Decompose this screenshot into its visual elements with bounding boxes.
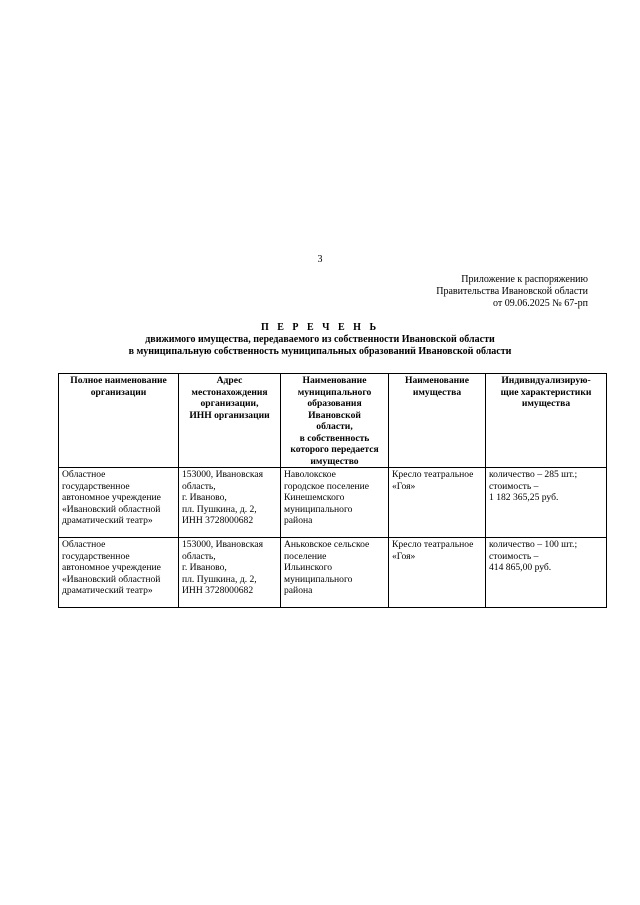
title-line-2: в муниципальную собственность муниципальных образований Ивановской области [128, 346, 512, 357]
property-table [58, 373, 607, 608]
cell-line: муниципального [297, 386, 372, 398]
cell-line: Адрес [216, 375, 243, 386]
cell-line: имущества [521, 398, 571, 409]
cell-line: Кресло театральное [392, 539, 474, 550]
table-body [59, 468, 607, 608]
cell-line: имущество [310, 455, 359, 467]
cell-line: «Ивановский областной [62, 573, 161, 585]
cell-line: Областное [62, 469, 106, 480]
cell-line: имущества [412, 386, 462, 398]
table-row [59, 538, 607, 608]
cell-line: 1 182 365,25 руб. [489, 492, 559, 503]
appendix-line: Правительства Ивановской области [436, 286, 588, 297]
cell-line: 153000, Ивановская [182, 539, 264, 550]
cell-line: стоимость – [489, 480, 539, 492]
cell-address [179, 468, 281, 538]
cell-line: поселение [284, 550, 327, 562]
cell-line: местонахождения [191, 386, 268, 398]
cell-line: ИНН 3728000682 [182, 585, 254, 596]
cell-line: Полное наименование [70, 375, 167, 386]
cell-line: количество – 100 шт.; [489, 539, 578, 550]
title-heading: П Е Р Е Ч Е Н Ь [260, 322, 380, 333]
cell-line: Наименование [405, 375, 469, 386]
title-line-1: движимого имущества, передаваемого из собственности Ивановской области [145, 334, 495, 345]
cell-line: Наименование [302, 375, 367, 386]
table-header [59, 374, 607, 468]
page-number: 3 [317, 254, 323, 265]
cell-municipality [281, 538, 389, 608]
cell-line: драматический театр» [62, 585, 153, 596]
cell-characteristics [486, 538, 607, 608]
cell-line: пл. Пушкина, д. 2, [182, 573, 257, 585]
cell-line: 414 865,00 руб. [489, 562, 552, 573]
cell-line: Кресло театральное [392, 469, 474, 480]
cell-address [179, 538, 281, 608]
cell-line: 153000, Ивановская [182, 469, 264, 480]
header-address [179, 374, 281, 468]
cell-line: государственное [62, 550, 130, 562]
cell-line: Аньковское сельское [284, 539, 370, 550]
cell-line: которого передается [290, 444, 379, 455]
cell-line: «Гоя» [392, 550, 416, 562]
cell-line: в собственность [299, 432, 370, 444]
cell-line: района [284, 585, 313, 596]
cell-line: щие характеристики [500, 386, 592, 398]
cell-line: образования [307, 398, 362, 409]
cell-line: автономное учреждение [62, 562, 161, 573]
header-municipality [281, 374, 389, 468]
header-row [59, 374, 607, 468]
document-title [0, 322, 640, 358]
cell-property [389, 468, 486, 538]
cell-line: «Гоя» [392, 480, 416, 492]
cell-line: область, [182, 480, 216, 492]
cell-line: количество – 285 шт.; [489, 469, 578, 480]
cell-line: района [284, 515, 313, 526]
cell-line: стоимость – [489, 550, 539, 562]
cell-municipality [281, 468, 389, 538]
cell-line: городское поселение [284, 480, 370, 492]
cell-line: муниципального [284, 503, 353, 515]
cell-line: область, [182, 550, 216, 562]
cell-line: г. Иваново, [182, 492, 227, 503]
cell-line: «Ивановский областной [62, 503, 161, 515]
cell-line: области, [316, 421, 353, 432]
table-row [59, 468, 607, 538]
appendix-line: Приложение к распоряжению [461, 274, 588, 285]
cell-line: муниципального [284, 573, 353, 585]
cell-line: автономное учреждение [62, 492, 161, 503]
cell-line: Ивановской [308, 409, 361, 421]
header-characteristics [486, 374, 607, 468]
cell-organization [59, 538, 179, 608]
cell-line: Наволокское [284, 469, 336, 480]
cell-line: ИНН 3728000682 [182, 515, 254, 526]
cell-line: Ильинского [284, 562, 333, 573]
cell-line: государственное [62, 480, 130, 492]
cell-line: организации [90, 386, 147, 398]
cell-property [389, 538, 486, 608]
cell-organization [59, 468, 179, 538]
cell-line: Индивидуализирую- [501, 375, 591, 386]
cell-line: пл. Пушкина, д. 2, [182, 503, 257, 515]
cell-line: Областное [62, 539, 106, 550]
cell-line: г. Иваново, [182, 562, 227, 573]
cell-line: Кинешемского [284, 492, 345, 503]
appendix-note [436, 274, 588, 310]
appendix-line: от 09.06.2025 № 67-рп [493, 298, 588, 309]
header-property [389, 374, 486, 468]
header-organization [59, 374, 179, 468]
cell-line: организации, [200, 398, 259, 409]
cell-line: ИНН организации [189, 409, 270, 421]
cell-characteristics [486, 468, 607, 538]
cell-line: драматический театр» [62, 515, 153, 526]
